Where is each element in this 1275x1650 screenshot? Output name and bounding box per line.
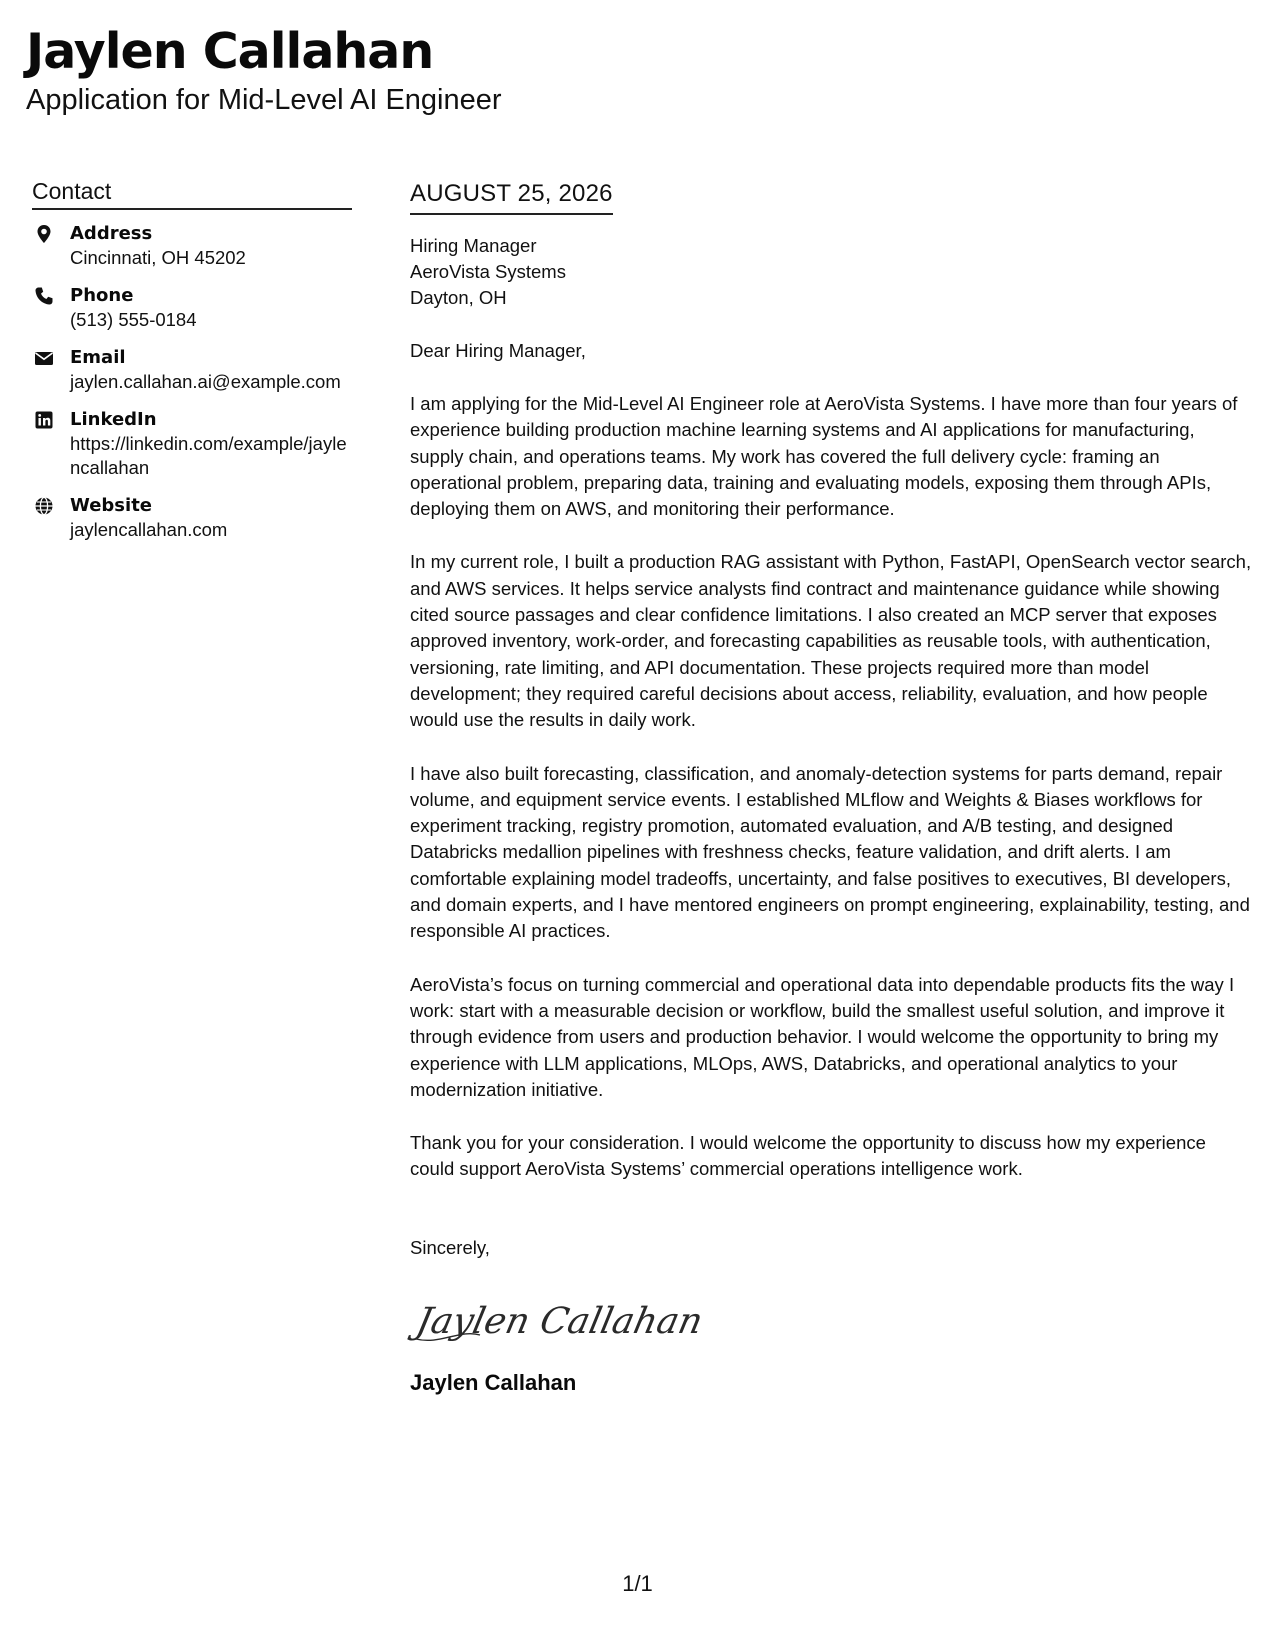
contact-item-phone bbox=[32, 284, 352, 332]
salutation: Dear Hiring Manager, bbox=[410, 340, 586, 361]
contact-value: Cincinnati, OH 45202 bbox=[70, 247, 246, 268]
contact-label: Address bbox=[70, 223, 153, 244]
contact-value: (513) 555-0184 bbox=[70, 309, 197, 330]
contact-item-address bbox=[32, 222, 352, 270]
letter-paragraph: Thank you for your consideration. I would welcome the opportunity to discuss how my experience could support AeroVista Systems’ commercial operations intelligence work. bbox=[410, 1132, 1206, 1180]
recipient-location: Dayton, OH bbox=[410, 287, 507, 308]
contact-value: https://linkedin.com/example/jaylencallahan bbox=[70, 433, 347, 478]
letter-header bbox=[26, 22, 502, 118]
svg-text:Jaylen Callahan: Jaylen Callahan bbox=[412, 1299, 707, 1342]
closing: Sincerely, bbox=[410, 1236, 490, 1258]
contact-value: jaylencallahan.com bbox=[70, 519, 228, 540]
contact-item-linkedin bbox=[32, 408, 352, 480]
contact-heading: Contact bbox=[32, 176, 352, 210]
letter-paragraph: In my current role, I built a production RAG assistant with Python, FastAPI, OpenSearch vector search, and AWS services. It helps service analysts find contract and maintenance guidance while showing cited source passages and clear confidence limitations. I also created an MCP server that exposes approved inventory, work-order, and forecasting capabilities as reusable tools, with authentication, versioning, rate limiting, and API documentation. These projects required more than model development; they required careful decisions about access, reliability, evaluation, and how people would use the results in daily work. bbox=[410, 551, 1252, 731]
contact-value: jaylen.callahan.ai@example.com bbox=[70, 371, 341, 392]
letter-paragraph: AeroVista’s focus on turning commercial and operational data into dependable products fits the way I work: start with a measurable decision or workflow, build the smallest useful solution, and improve it through evidence from users and production behavior. I would welcome the opportunity to bring my experience with LLM applications, MLOps, AWS, Databricks, and operational analytics to your modernization initiative. bbox=[410, 973, 1235, 1100]
letter-date: AUGUST 25, 2026 bbox=[410, 178, 613, 215]
handwritten-signature bbox=[410, 1289, 707, 1349]
applicant-name: Jaylen Callahan bbox=[26, 23, 434, 80]
page-number: 1/1 bbox=[622, 1571, 653, 1596]
recipient-title: Hiring Manager bbox=[410, 235, 537, 256]
contact-item-email bbox=[32, 346, 352, 394]
signed-name: Jaylen Callahan bbox=[410, 1369, 577, 1395]
contact-label: LinkedIn bbox=[70, 409, 157, 430]
linkedin-icon bbox=[34, 410, 54, 430]
globe-icon bbox=[34, 496, 54, 516]
phone-icon bbox=[34, 286, 54, 306]
contact-item-website bbox=[32, 494, 352, 542]
letter-paragraph: I have also built forecasting, classification, and anomaly-detection systems for parts demand, repair volume, and equipment service events. I established MLflow and Weights & Biases workflows for experiment tracking, registry promotion, automated evaluation, and A/B testing, and designed Databricks medallion pipelines with freshness checks, feature validation, and drift alerts. I am comfortable explaining model tradeoffs, uncertainty, and false positives to executives, BI developers, and domain experts, and I have mentored engineers on prompt engineering, explainability, testing, and responsible AI practices. bbox=[410, 762, 1250, 942]
contact-label: Website bbox=[70, 495, 153, 516]
map-pin-icon bbox=[34, 224, 54, 244]
recipient-block bbox=[410, 233, 1252, 311]
contact-label: Phone bbox=[70, 285, 134, 306]
letter-body bbox=[410, 178, 1252, 1397]
contact-sidebar bbox=[32, 176, 352, 556]
contact-label: Email bbox=[70, 347, 126, 368]
recipient-company: AeroVista Systems bbox=[410, 261, 566, 282]
envelope-icon bbox=[34, 348, 54, 368]
letter-paragraph: I am applying for the Mid-Level AI Engineer role at AeroVista Systems. I have more than four years of experience building production machine learning systems and AI applications for manufacturing, supply chain, and operations teams. My work has covered the full delivery cycle: framing an operational problem, preparing data, training and evaluating models, exposing them through APIs, deploying them on AWS, and monitoring their performance. bbox=[410, 393, 1238, 520]
application-title: Application for Mid-Level AI Engineer bbox=[26, 84, 502, 116]
